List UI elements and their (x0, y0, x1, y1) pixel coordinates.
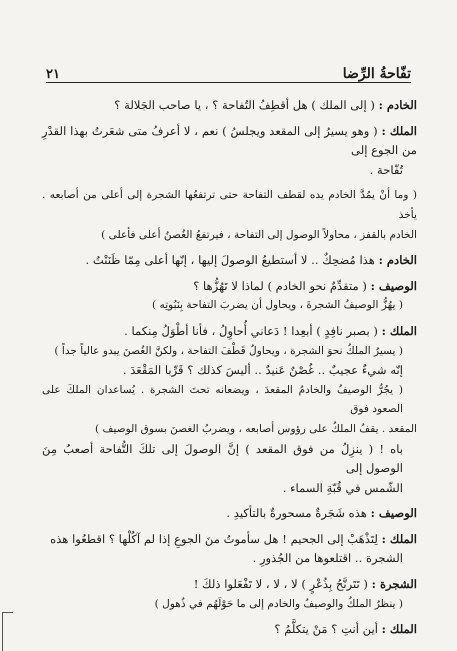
stage-direction (42, 595, 417, 615)
speaker-label: الوصيف : (370, 278, 417, 293)
continuation-line (42, 361, 417, 381)
play-text (42, 96, 417, 640)
dialogue-line (42, 251, 417, 271)
line-text: لِتَذْهَبْ إلى الجحيم ! هل سأموتُ منَ الجوعِ إذا لم آكُلْها ؟ اقطعُوا هذه (50, 531, 378, 546)
line-text: ( يسيرُ الملكُ نحوَ الشجرة ، ويحاولُ قَطْفَ التفاحة ، ولكنَّ الغُصنَ يبدو عالياً جداً ) (54, 344, 403, 357)
speaker-label: الشجرة : (371, 577, 417, 592)
speaker-label: الوصيف : (370, 506, 417, 521)
dialogue-line (42, 575, 417, 595)
dialogue-line (42, 530, 417, 550)
line-text: هذا مُضحِكٌ .. لا أستطيعُ الوصولَ إليها ، إنّها أعلى مِمّا ظَنَنْتُ . (85, 253, 375, 268)
line-text: الخادم بالقفز ، محاولاً الوصول إلى التفاحة ، فيرتفعُ الغُصنُ أعلى فأعلى ) (101, 228, 417, 241)
scan-corner-mark (2, 612, 13, 651)
stage-direction (42, 420, 417, 440)
line-text: الشجرة .. اقتلعوها من الجُذورِ . (252, 551, 403, 566)
line-text: ( تَتَرنَّحُ بِذُعْرٍ ) لا ، لا ، لا تَفْعَلوا ذلكَ ! (193, 577, 368, 592)
line-text: ( إلى الملك ) هل أقطِفُ التُفاحة ؟ ، يا صاحب الجَلالة ؟ (114, 98, 375, 112)
line-text: ( وهو يسيرُ إلى المقعد ويجلسُ ) نعم ، لا أعرفُ متى شعَرتُ بهذا القدْرِ من الجوع إلى (42, 123, 417, 158)
dialogue-line (42, 122, 417, 161)
continuation-line (42, 440, 417, 479)
line-text: أين أنتِ ؟ مَنْ يتكلَّمُ ؟ (274, 622, 378, 637)
stage-direction (42, 186, 417, 225)
line-text: هذه شَجَرةٌ مسحورةٌ بالتأكيدِ . (226, 506, 367, 521)
speaker-label: الخادم : (378, 253, 417, 268)
line-text: ( وما أنْ يمُدَّ الخادم يده لقطف التفاحة حتى ترتفعُها الشجرة إلى أعلى من أصابعه . يأخذ (42, 189, 417, 221)
line-text: باه ! ( ينزِلُ من فوق المقعد ) إنَّ الوصولَ إلى تلكَ التُّفاحة أصعبُ مِنَ الوصول إلى (42, 441, 403, 476)
stage-direction (42, 226, 417, 246)
stage-direction (42, 342, 417, 362)
speaker-label: الملك : (381, 323, 417, 338)
line-text: ( يهُزُّ الوصيفُ الشجرةَ ، ويحاول أن يضربَ التفاحة بِنَبُوتِه ) (152, 299, 403, 312)
book-title: تفّاحةُ الرِّضا (342, 66, 411, 82)
line-text: المقعد . يقفُ الملكُ على رؤوس أصابعه ، ويضربُ الغصنَ بسوق الوصيف ) (95, 422, 417, 435)
line-text: إنّه شيءٌ عجيبٌ .. غُصْنٌ عَنيدٌ .. أليسَ كذلك ؟ قَرِّبا المَقْعَدَ . (122, 363, 403, 378)
page-header (46, 56, 411, 83)
continuation-line (42, 549, 417, 569)
continuation-line (42, 161, 417, 181)
speaker-label: الملك : (381, 622, 417, 637)
line-text: ( متقدِّمٌ نحو الخادم ) لماذا لا تَهُزُّها ؟ (193, 278, 367, 293)
speaker-label: الملك : (381, 531, 417, 546)
dialogue-line (42, 277, 417, 297)
speaker-label: الملك : (381, 123, 417, 138)
dialogue-line (42, 620, 417, 640)
continuation-line (42, 479, 417, 499)
line-text: الشّمس في قُبّةِ السماء . (282, 480, 403, 495)
page-number: ٢١ (46, 67, 60, 82)
line-text: ( بصبر نافِدٍ ) أبعِدا ! دَعاني أُحاوِلُ ، فأنا أطْوَلُ مِنكما . (124, 323, 378, 338)
stage-direction (42, 381, 417, 420)
line-text: ( يجُرُّ الوصيفُ والخادمُ المقعدَ ، ويضعانه تحتَ الشجرة . يُساعدان الملكَ على الصعود فوق (42, 383, 403, 416)
line-text: تُفّاحة . (369, 162, 403, 177)
dialogue-line (42, 504, 417, 524)
speaker-label: الخادم : (378, 98, 417, 112)
dialogue-line (42, 322, 417, 342)
line-text: ( ينظرُ الملكُ والوصيفُ والخادم إلى ما حَوْلَهُم في ذُهول ) (154, 597, 403, 610)
stage-direction (42, 296, 417, 316)
dialogue-line (42, 96, 417, 116)
